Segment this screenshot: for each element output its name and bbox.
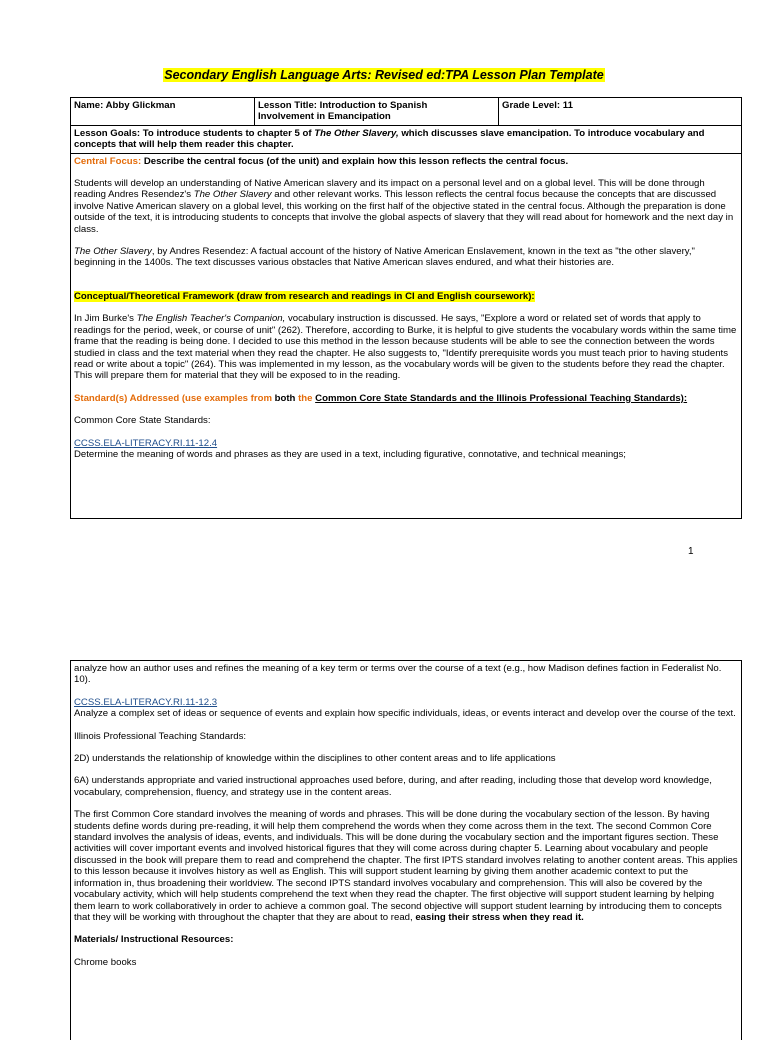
name-cell: Name: Abby Glickman (71, 98, 255, 125)
ipts-standard-2d: 2D) understands the relationship of knowledge within the disciplines to other content areas and to life applications (74, 753, 556, 765)
framework-paragraph: In Jim Burke's The English Teacher's Companion, vocabulary instruction is discussed. He says, "Explore a word or related set of words that apply to readings for the period, week, or course of unit" (262). Therefore, according to Burke, it is helpful to give students the vocabulary words within the same time frame that the reading is being done. I decided to use this method in the lesson because students will be able to see the connection between the words studied in class and the text material when they read the chapter. He also suggests to, "Identify prerequisite words you must teach prior to having students read or write about a topic" (264). This was implemented in my lesson, as the vocabulary words will be given to the students before they read the chapter. This will prepare them for material that they will be exposed to in the reading. (74, 313, 737, 382)
ccss-standard-2-link[interactable]: CCSS.ELA-LITERACY.RI.11-12.3 (74, 696, 218, 708)
central-focus-heading: Central Focus: Describe the central focus (of the unit) and explain how this lesson reflects the central focus. (74, 155, 569, 167)
header-row (71, 98, 741, 126)
lesson-plan-box-continued (70, 660, 742, 1040)
lesson-title-line1: Lesson Title: Introduction to Spanish (258, 100, 428, 111)
grade-level-cell: Grade Level: 11 (502, 100, 573, 111)
ccss-standard-1-link[interactable]: CCSS.ELA-LITERACY.RI.11-12.4 (74, 437, 218, 449)
ccss-heading: Common Core State Standards: (74, 415, 211, 427)
standards-explanation: The first Common Core standard involves the meaning of words and phrases. This will be done during the vocabulary section of the lesson. By having students define words during pre-reading, it will help them comprehend the words when they come across them in the text. The second Common Core standard involves the analysis of ideas, events, and individuals. This will be done during the vocabulary section and the important figures section. These activities will cover important events and involved historical figures that they will come across during chapter 5. Learning about vocabulary and people discussed in the book will prepare them to read and comprehend the chapter. The first IPTS standard involves relating to another content areas. This applies to this lesson because it involves history as well as English. This will support student learning by giving them another academic context to put the information in, thus broadening their worldview. The second IPTS standard involves vocabulary and comprehension. This will also be covered by the vocabulary activity, which will help students comprehend the text when they read the chapter. The first objective will support student learning by helping them learn to work collaboratively in order to achieve a common goal. The second objective will support student learning by introducing them to concepts that they will be working with throughout the chapter that they are about to read, easing their stress when they read it. (74, 809, 738, 923)
ccss-standard-1-text: Determine the meaning of words and phrases as they are used in a text, including figurative, connotative, and technical meanings; (74, 448, 626, 460)
lesson-title-line2: Involvement in Emancipation (258, 111, 391, 123)
ipts-heading: Illinois Professional Teaching Standards: (74, 730, 247, 742)
page-number: 1 (688, 546, 694, 557)
book-summary: The Other Slavery, by Andres Resendez: A factual account of the history of Native American Enslavement, known in the text as "the other slavery," beginning in the 1400s. The text discusses various obstacles that Native American slaves endured, and what their histories are. (74, 246, 695, 269)
lesson-goals: Lesson Goals: To introduce students to chapter 5 of The Other Slavery, which discusses slave emancipation. To introduce vocabulary and concepts that will help them reader this chapter. (71, 126, 741, 154)
central-focus-section (71, 154, 741, 518)
materials-item: Chrome books (74, 956, 137, 968)
framework-heading: Conceptual/Theoretical Framework (draw from research and readings in CI and English coursework): (74, 290, 535, 302)
standards-heading: Standard(s) Addressed (use examples from both the Common Core State Standards and the Illinois Professional Teaching Standards): (74, 392, 688, 404)
lesson-plan-box (70, 97, 742, 519)
ccss-standard-1-text-continued: analyze how an author uses and refines the meaning of a key term or terms over the course of a text (e.g., how Madison defines faction in Federalist No. 10). (74, 663, 722, 686)
lesson-title-cell (255, 98, 499, 125)
ipts-standard-6a: 6A) understands appropriate and varied instructional approaches used before, during, and after reading, including those that develop word knowledge, vocabulary, comprehension, fluency, and strategy use in the content areas. (74, 775, 712, 798)
document-title: Secondary English Language Arts: Revised ed:TPA Lesson Plan Template (164, 68, 604, 82)
page-2 (0, 660, 768, 1024)
ccss-standard-2-text: Analyze a complex set of ideas or sequence of events and explain how specific individuals, ideas, or events interact and develop over the course of the text. (74, 708, 736, 720)
materials-heading: Materials/ Instructional Resources: (74, 934, 234, 946)
central-focus-paragraph: Students will develop an understanding of Native American slavery and its impact on a personal level and on a global level. This will be done through reading Andres Resendez's The Other Slavery and other relevant works. This lesson reflects the central focus because the concepts that are discussed involve Native American slavery on a global level, this working on the first half of the objective stated in the central focus. Although the preparation is done outside of the text, it is introducing students to concepts that involve the global aspects of slavery that they will read about for homework and the next day in class. (74, 178, 734, 235)
standards-continued (71, 661, 741, 970)
